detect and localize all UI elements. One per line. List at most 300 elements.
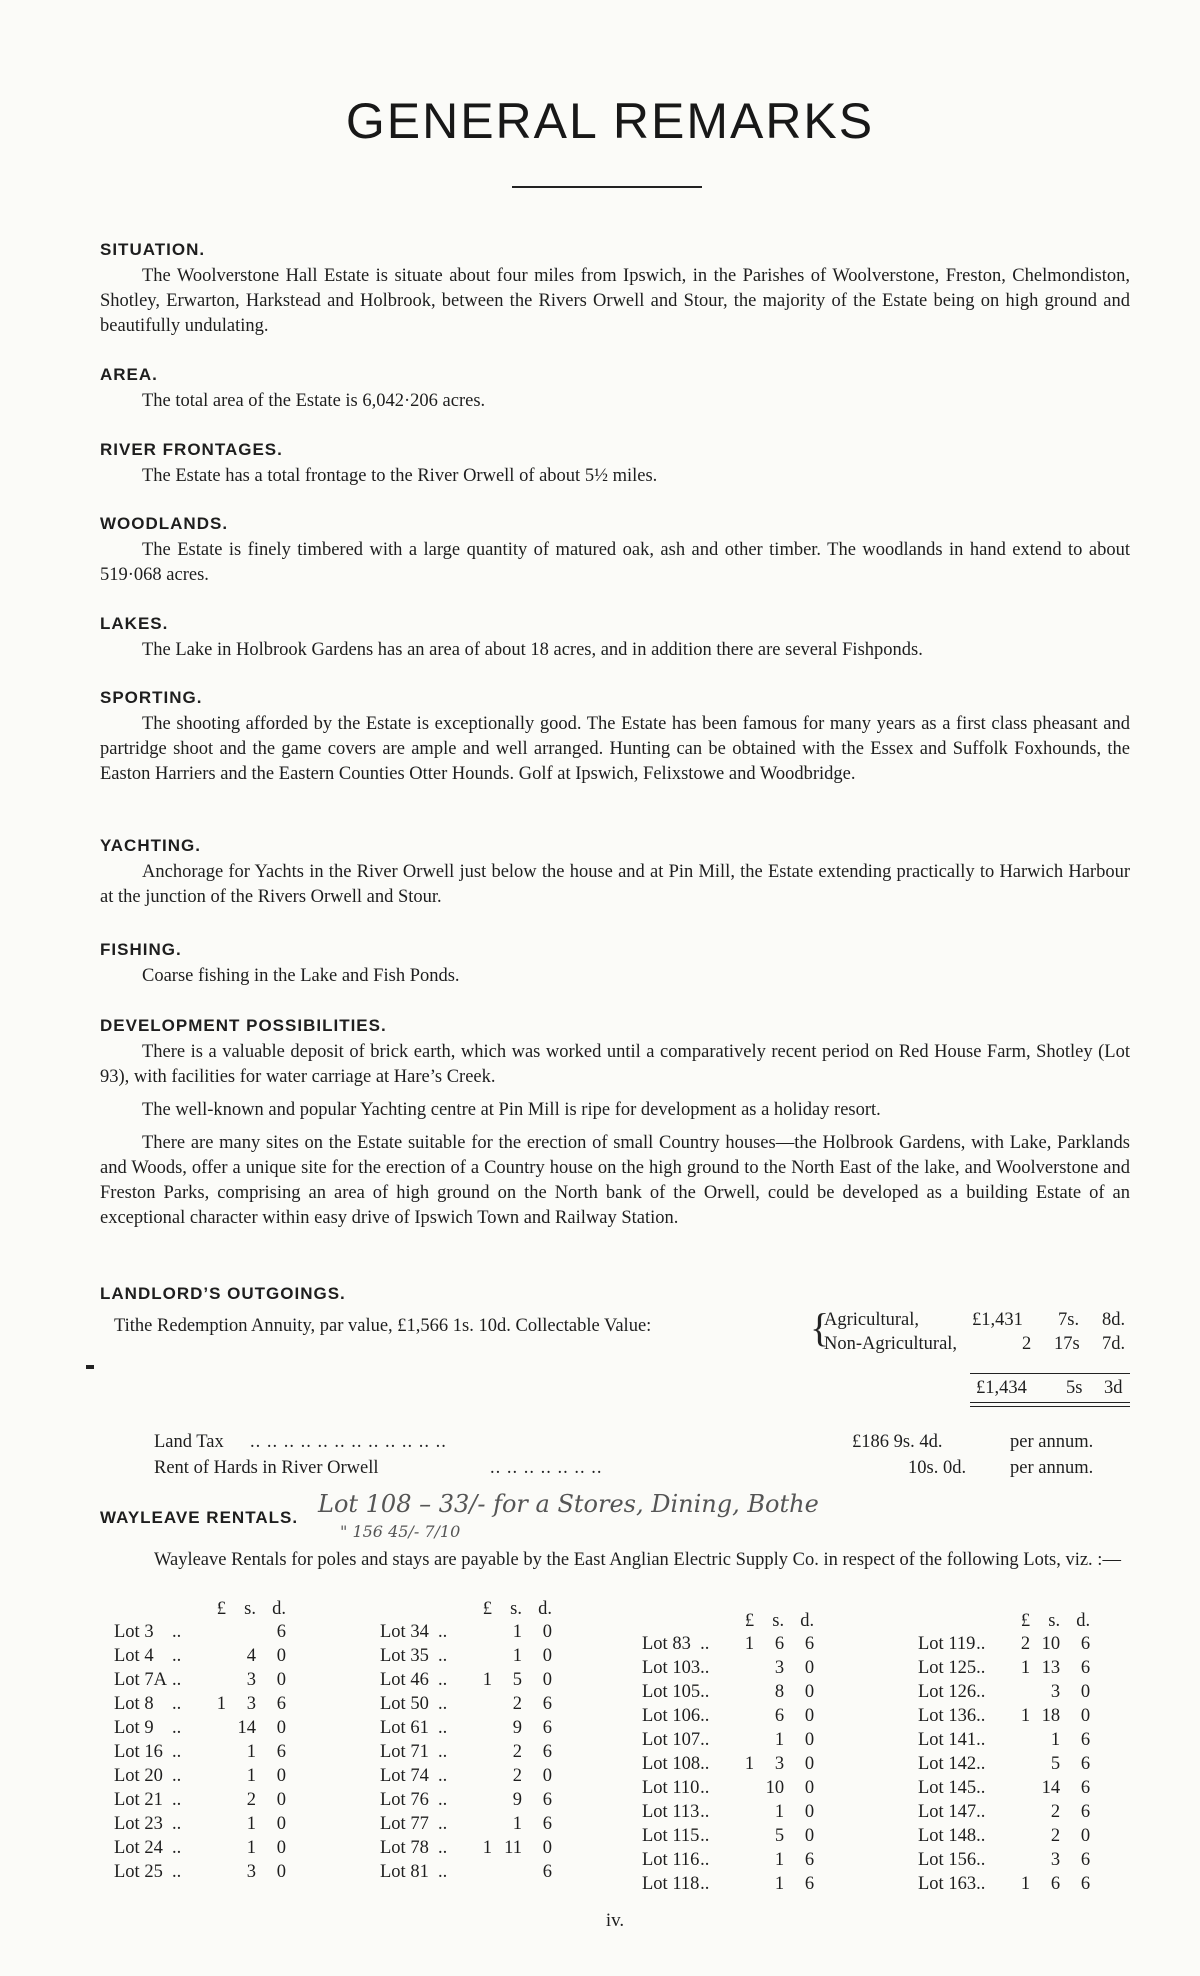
shillings-cell: 1 — [246, 1741, 256, 1762]
shillings-cell: 10 — [765, 1777, 785, 1798]
leader-dots: .. — [438, 1717, 448, 1738]
lot-cell: Lot 141 — [918, 1729, 977, 1750]
shillings-cell: 3 — [774, 1657, 785, 1678]
table-row — [918, 1752, 1090, 1776]
shillings-cell: 1 — [512, 1813, 522, 1834]
lot-cell: Lot 142 — [918, 1753, 977, 1774]
table-row — [642, 1848, 814, 1872]
shillings-cell: 1 — [512, 1645, 522, 1666]
shillings-cell: 4 — [246, 1645, 256, 1666]
table-row — [642, 1632, 814, 1656]
shillings-cell: 2 — [512, 1765, 522, 1786]
leader-dots: .. — [976, 1657, 986, 1678]
column-header: £ — [1020, 1610, 1031, 1631]
pence-cell: 6 — [1080, 1849, 1091, 1870]
pounds-cell — [202, 1620, 226, 1644]
hards-dots: .. .. .. .. .. .. .. — [490, 1458, 603, 1478]
section-yachting — [100, 836, 1130, 910]
section-fishing — [100, 940, 1130, 989]
lot-cell: Lot 20 — [114, 1765, 163, 1786]
section-heading: YACHTING. — [100, 836, 201, 855]
table-row — [114, 1740, 286, 1764]
leader-dots: .. — [172, 1669, 182, 1690]
total-double-rule — [970, 1402, 1130, 1403]
non-agricultural-label: Non-Agricultural, — [824, 1334, 958, 1354]
lot-cell: Lot 21 — [114, 1789, 163, 1810]
leader-dots: .. — [700, 1753, 710, 1774]
pence-cell: 0 — [804, 1681, 815, 1702]
table-header-row — [918, 1610, 1090, 1632]
pounds-cell — [202, 1740, 226, 1764]
section-paragraph: The Estate is finely timbered with a large quantity of matured oak, ash and other timber. The woodlands in hand extend to about 519·068 acres. — [100, 540, 1130, 585]
leader-dots: .. — [976, 1849, 986, 1870]
lot-cell: Lot 145 — [918, 1777, 977, 1798]
column-header: s. — [510, 1598, 522, 1619]
leader-dots: .. — [438, 1669, 448, 1690]
lot-cell: Lot 113 — [642, 1801, 700, 1822]
table-row — [114, 1836, 286, 1860]
lot-cell: Lot 83 — [642, 1633, 691, 1654]
section-paragraph: Wayleave Rentals for poles and stays are payable by the East Anglian Electric Supply Co. in respect of the following Lots, viz. :— — [154, 1550, 1121, 1570]
title-rule — [512, 186, 702, 188]
shillings-cell: 5 — [1050, 1753, 1061, 1774]
pounds-cell — [202, 1644, 226, 1668]
pence-cell: 0 — [276, 1717, 286, 1738]
leader-dots: .. — [438, 1837, 448, 1858]
lot-cell: Lot 3 — [114, 1621, 154, 1642]
leader-dots: .. — [976, 1777, 986, 1798]
pence-cell: 6 — [276, 1693, 286, 1714]
column-header — [918, 1610, 976, 1632]
lot-cell: Lot 16 — [114, 1741, 163, 1762]
table-row — [114, 1644, 286, 1668]
pence-cell: 6 — [276, 1621, 286, 1642]
pence-cell: 6 — [1080, 1729, 1091, 1750]
section-heading: LANDLORD’S OUTGOINGS. — [100, 1284, 346, 1303]
table-row — [114, 1860, 286, 1884]
section-heading: RIVER FRONTAGES. — [100, 440, 283, 459]
pence-cell: 6 — [804, 1849, 815, 1870]
leader-dots: .. — [172, 1717, 182, 1738]
lot-cell: Lot 163 — [918, 1873, 977, 1894]
pence-cell: 6 — [1080, 1777, 1091, 1798]
table-row — [918, 1800, 1090, 1824]
shillings-cell: 1 — [512, 1621, 522, 1642]
pounds-cell: 1 — [1020, 1705, 1031, 1726]
lot-cell: Lot 110 — [642, 1777, 700, 1798]
table-row — [380, 1620, 552, 1644]
table-row — [918, 1680, 1090, 1704]
leader-dots: .. — [700, 1705, 710, 1726]
section-heading: FISHING. — [100, 940, 182, 959]
column-header: d. — [538, 1598, 552, 1619]
pence-cell: 0 — [276, 1765, 286, 1786]
column-header: s. — [1048, 1610, 1061, 1631]
total-rule — [970, 1373, 1130, 1374]
section-heading: DEVELOPMENT POSSIBILITIES. — [100, 1016, 387, 1035]
shillings-cell: 14 — [1041, 1777, 1061, 1798]
pounds-cell — [468, 1644, 492, 1668]
table-row — [114, 1788, 286, 1812]
pence-cell: 0 — [276, 1837, 286, 1858]
table-row — [918, 1704, 1090, 1728]
lot-cell: Lot 126 — [918, 1681, 977, 1702]
leader-dots: .. — [172, 1621, 182, 1642]
section-landlord-outgoings — [100, 1284, 1130, 1308]
shillings-cell: 2 — [512, 1741, 522, 1762]
shillings-cell: 6 — [1050, 1873, 1061, 1894]
pounds-cell — [202, 1788, 226, 1812]
section-paragraph: There is a valuable deposit of brick earth, which was worked until a comparatively recent period on Red House Farm, Shotley (Lot 93), with facilities for water carriage at Hare’s Creek. — [100, 1042, 1130, 1087]
column-header — [976, 1610, 1006, 1632]
pounds-cell — [730, 1800, 754, 1824]
pence-cell: 6 — [542, 1693, 552, 1714]
column-header: d. — [1076, 1610, 1091, 1631]
pounds-cell — [202, 1716, 226, 1740]
pounds-cell — [730, 1872, 754, 1896]
section-heading: WOODLANDS. — [100, 514, 229, 533]
pence-cell: 0 — [542, 1621, 552, 1642]
column-header — [642, 1610, 700, 1632]
table-row — [380, 1812, 552, 1836]
lot-cell: Lot 107 — [642, 1729, 701, 1750]
pounds-cell: 1 — [482, 1669, 492, 1690]
pounds-cell: 2 — [1020, 1633, 1031, 1654]
leader-dots: .. — [438, 1861, 448, 1882]
lot-cell: Lot 81 — [380, 1861, 429, 1882]
leader-dots: .. — [438, 1813, 448, 1834]
leader-dots: .. — [976, 1825, 986, 1846]
lot-cell: Lot 24 — [114, 1837, 163, 1858]
table-row — [380, 1788, 552, 1812]
shillings-cell: 13 — [1041, 1657, 1061, 1678]
table-row — [918, 1848, 1090, 1872]
pence-cell: 0 — [542, 1837, 552, 1858]
pence-cell: 6 — [804, 1873, 815, 1894]
pence-cell: 6 — [542, 1813, 552, 1834]
column-header — [700, 1610, 730, 1632]
table-header-row — [114, 1598, 286, 1620]
table-row — [642, 1680, 814, 1704]
pence-cell: 0 — [542, 1645, 552, 1666]
lot-cell: Lot 71 — [380, 1741, 429, 1762]
lot-cell: Lot 119 — [918, 1633, 976, 1654]
non-agricultural-pence: 7d. — [1102, 1334, 1126, 1354]
lot-cell: Lot 105 — [642, 1681, 701, 1702]
lot-cell: Lot 50 — [380, 1693, 429, 1714]
pence-cell: 0 — [276, 1645, 286, 1666]
table-row — [380, 1644, 552, 1668]
lot-cell: Lot 115 — [642, 1825, 700, 1846]
brace: { — [810, 1305, 830, 1350]
pounds-cell: 1 — [744, 1633, 755, 1654]
shillings-cell: 1 — [1050, 1729, 1061, 1750]
section-paragraph: Anchorage for Yachts in the River Orwell just below the house and at Pin Mill, the Estate extending practically to Harwich Harbour at the junction of the Rivers Orwell and Stour. — [100, 862, 1130, 907]
pence-cell: 6 — [542, 1741, 552, 1762]
lot-cell: Lot 136 — [918, 1705, 977, 1726]
leader-dots: .. — [438, 1765, 448, 1786]
section-development — [100, 1016, 1130, 1231]
pounds-cell — [468, 1788, 492, 1812]
land-tax-value: £186 9s. 4d. — [852, 1432, 943, 1452]
leader-dots: .. — [438, 1789, 448, 1810]
leader-dots: .. — [172, 1741, 182, 1762]
shillings-cell: 8 — [774, 1681, 785, 1702]
pounds-cell — [468, 1860, 492, 1884]
pounds-cell — [468, 1812, 492, 1836]
column-header: d. — [800, 1610, 815, 1631]
lot-cell: Lot 25 — [114, 1861, 163, 1882]
pounds-cell — [1006, 1824, 1030, 1848]
section-situation — [100, 240, 1130, 339]
shillings-cell: 9 — [512, 1789, 522, 1810]
table-row — [380, 1668, 552, 1692]
lot-cell: Lot 23 — [114, 1813, 163, 1834]
pounds-cell — [468, 1764, 492, 1788]
shillings-cell: 18 — [1041, 1705, 1061, 1726]
column-header — [438, 1598, 468, 1620]
lot-cell: Lot 77 — [380, 1813, 429, 1834]
pence-cell: 6 — [542, 1789, 552, 1810]
total-double-rule — [970, 1406, 1130, 1407]
pounds-cell: 1 — [216, 1693, 226, 1714]
table-row — [642, 1824, 814, 1848]
pence-cell: 6 — [804, 1633, 815, 1654]
column-header — [380, 1598, 438, 1620]
table-row — [380, 1716, 552, 1740]
shillings-cell: 3 — [246, 1669, 256, 1690]
table-row — [380, 1860, 552, 1884]
pounds-cell — [1006, 1728, 1030, 1752]
table-row — [380, 1836, 552, 1860]
total-pence: 3d — [1104, 1378, 1123, 1398]
leader-dots: .. — [976, 1705, 986, 1726]
wayleave-table — [114, 1598, 286, 1884]
shillings-cell: 2 — [512, 1693, 522, 1714]
pounds-cell — [202, 1668, 226, 1692]
pence-cell: 0 — [276, 1813, 286, 1834]
shillings-cell: 6 — [774, 1633, 785, 1654]
table-row — [642, 1704, 814, 1728]
shillings-cell: 11 — [504, 1837, 522, 1858]
pence-cell: 6 — [1080, 1753, 1091, 1774]
pence-cell: 6 — [1080, 1633, 1091, 1654]
table-row — [918, 1728, 1090, 1752]
hards-label: Rent of Hards in River Orwell — [154, 1458, 379, 1478]
table-row — [114, 1812, 286, 1836]
leader-dots: .. — [700, 1873, 710, 1894]
table-row — [642, 1776, 814, 1800]
leader-dots: .. — [438, 1693, 448, 1714]
shillings-cell — [492, 1860, 522, 1884]
table-row — [918, 1632, 1090, 1656]
total-pounds: £1,434 — [976, 1378, 1027, 1398]
pounds-cell: 1 — [744, 1753, 755, 1774]
table-row — [642, 1800, 814, 1824]
table-row — [114, 1764, 286, 1788]
agricultural-shillings: 7s. — [1058, 1310, 1080, 1330]
column-header: d. — [272, 1598, 286, 1619]
hards-value: 10s. 0d. — [908, 1458, 967, 1478]
wayleave-intro — [116, 1548, 1130, 1573]
table-row — [918, 1824, 1090, 1848]
table-row — [380, 1692, 552, 1716]
leader-dots: .. — [172, 1645, 182, 1666]
table-row — [380, 1764, 552, 1788]
pence-cell: 0 — [804, 1729, 815, 1750]
section-sporting — [100, 688, 1130, 787]
shillings-cell: 5 — [512, 1669, 522, 1690]
table-row — [114, 1620, 286, 1644]
shillings-cell: 1 — [774, 1873, 785, 1894]
shillings-cell: 10 — [1041, 1633, 1061, 1654]
shillings-cell: 3 — [774, 1753, 785, 1774]
page-number: iv. — [605, 1910, 625, 1931]
pounds-cell — [1006, 1680, 1030, 1704]
section-paragraph: The well-known and popular Yachting centre at Pin Mill is ripe for development as a holiday resort. — [142, 1100, 881, 1120]
leader-dots: .. — [172, 1693, 182, 1714]
agricultural-pounds: £1,431 — [972, 1310, 1023, 1330]
pence-cell: 0 — [804, 1777, 815, 1798]
lot-cell: Lot 46 — [380, 1669, 429, 1690]
leader-dots: .. — [438, 1741, 448, 1762]
pounds-cell — [202, 1860, 226, 1884]
agricultural-label: Agricultural, — [824, 1310, 920, 1330]
pounds-cell — [1006, 1800, 1030, 1824]
shillings-cell: 9 — [512, 1717, 522, 1738]
table-row — [114, 1668, 286, 1692]
handwritten-note: Lot 108 – 33/- for a Stores, Dining, Bothe — [318, 1490, 819, 1518]
table-row — [918, 1776, 1090, 1800]
shillings-cell — [226, 1620, 256, 1644]
leader-dots: .. — [976, 1873, 986, 1894]
leader-dots: .. — [976, 1681, 986, 1702]
table-row — [642, 1728, 814, 1752]
shillings-cell: 3 — [246, 1693, 256, 1714]
shillings-cell: 2 — [1050, 1801, 1061, 1822]
pounds-cell — [468, 1716, 492, 1740]
shillings-cell: 1 — [246, 1837, 256, 1858]
pounds-cell: 1 — [482, 1837, 492, 1858]
leader-dots: .. — [976, 1633, 986, 1654]
handwritten-note: " 156 45/- 7/10 — [340, 1522, 461, 1541]
hards-per: per annum. — [1010, 1458, 1094, 1478]
leader-dots: .. — [438, 1645, 448, 1666]
section-heading: LAKES. — [100, 614, 169, 633]
lot-cell: Lot 78 — [380, 1837, 429, 1858]
wayleave-table — [918, 1610, 1090, 1896]
pounds-cell — [202, 1812, 226, 1836]
pence-cell: 6 — [276, 1741, 286, 1762]
column-header: £ — [216, 1598, 226, 1619]
column-header — [114, 1598, 172, 1620]
pounds-cell — [468, 1620, 492, 1644]
section-paragraph: The shooting afforded by the Estate is exceptionally good. The Estate has been famous for many years as a first class pheasant and partridge shoot and the game covers are ample and well arranged. Hunting can be obtained with the Essex and Suffolk Foxhounds, the Easton Harriers and the Eastern Counties Otter Hounds. Golf at Ipswich, Felixstowe and Woodbridge. — [100, 714, 1130, 784]
lot-cell: Lot 103 — [642, 1657, 701, 1678]
pounds-cell — [1006, 1776, 1030, 1800]
non-agricultural-pounds: 2 — [1022, 1334, 1032, 1354]
column-header: s. — [244, 1598, 256, 1619]
land-tax-per: per annum. — [1010, 1432, 1094, 1452]
shillings-cell: 14 — [237, 1717, 256, 1738]
shillings-cell: 1 — [774, 1729, 785, 1750]
pence-cell: 0 — [276, 1861, 286, 1882]
pence-cell: 6 — [542, 1861, 552, 1882]
pounds-cell — [1006, 1848, 1030, 1872]
leader-dots: .. — [172, 1789, 182, 1810]
pence-cell: 0 — [276, 1789, 286, 1810]
tithe-label: Tithe Redemption Annuity, par value, £1,566 1s. 10d. Collectable Value: — [114, 1316, 652, 1336]
shillings-cell: 1 — [246, 1813, 256, 1834]
section-paragraph: The Woolverstone Hall Estate is situate about four miles from Ipswich, in the Parishes of Woolverstone, Freston, Chelmondiston, Shotley, Erwarton, Harkstead and Holbrook, between the Rivers Orwell and Stour, the majority of the Estate being on high ground and beautifully undulating. — [100, 266, 1130, 336]
section-paragraph: Coarse fishing in the Lake and Fish Ponds. — [142, 966, 460, 986]
lot-cell: Lot 34 — [380, 1621, 429, 1642]
leader-dots: .. — [700, 1633, 710, 1654]
table-row — [642, 1656, 814, 1680]
section-paragraph: There are many sites on the Estate suitable for the erection of small Country houses—the Holbrook Gardens, with Lake, Parklands and Woods, offer a unique site for the erection of a Country house on the high ground to the North East of the lake, and Woolverstone and Freston Parks, comprising an area of high ground on the North bank of the Orwell, could be developed as a building Estate of an exceptional character within easy drive of Ipswich Town and Railway Station. — [100, 1133, 1130, 1228]
leader-dots: .. — [172, 1765, 182, 1786]
leader-dots: .. — [700, 1657, 710, 1678]
leader-dots: .. — [172, 1813, 182, 1834]
table-row — [642, 1872, 814, 1896]
table-row — [114, 1692, 286, 1716]
shillings-cell: 1 — [774, 1849, 785, 1870]
leader-dots: .. — [700, 1801, 710, 1822]
pence-cell: 6 — [1080, 1801, 1091, 1822]
pounds-cell — [202, 1836, 226, 1860]
section-area — [100, 365, 1130, 414]
lot-cell: Lot 118 — [642, 1873, 700, 1894]
total-shillings: 5s — [1066, 1378, 1083, 1398]
pounds-cell — [730, 1776, 754, 1800]
pence-cell: 0 — [804, 1705, 815, 1726]
shillings-cell: 1 — [774, 1801, 785, 1822]
column-header: s. — [772, 1610, 785, 1631]
section-lakes — [100, 614, 1130, 663]
leader-dots: .. — [700, 1849, 710, 1870]
leader-dots: .. — [700, 1729, 710, 1750]
leader-dots: .. — [172, 1861, 182, 1882]
pounds-cell — [730, 1728, 754, 1752]
table-header-row — [642, 1610, 814, 1632]
shillings-cell: 2 — [1050, 1825, 1061, 1846]
land-tax-dots: .. .. .. .. .. .. .. .. .. .. .. .. — [250, 1432, 447, 1452]
column-header: £ — [482, 1598, 492, 1619]
pounds-cell — [730, 1704, 754, 1728]
pence-cell: 0 — [804, 1753, 815, 1774]
non-agricultural-shillings: 17s — [1054, 1334, 1080, 1354]
table-row — [918, 1872, 1090, 1896]
section-woodlands — [100, 514, 1130, 588]
section-river-frontages — [100, 440, 1130, 489]
section-paragraph: The Estate has a total frontage to the River Orwell of about 5½ miles. — [142, 466, 658, 486]
section-heading: SITUATION. — [100, 240, 206, 259]
pence-cell: 0 — [542, 1765, 552, 1786]
lot-cell: Lot 74 — [380, 1765, 429, 1786]
shillings-cell: 3 — [1050, 1681, 1061, 1702]
table-row — [380, 1740, 552, 1764]
leader-dots: .. — [700, 1777, 710, 1798]
lot-cell: Lot 8 — [114, 1693, 154, 1714]
shillings-cell: 3 — [1050, 1849, 1061, 1870]
pence-cell: 6 — [1080, 1873, 1091, 1894]
leader-dots: .. — [172, 1837, 182, 1858]
column-header — [172, 1598, 202, 1620]
column-header: £ — [744, 1610, 755, 1631]
pence-cell: 0 — [1080, 1705, 1091, 1726]
pence-cell: 6 — [1080, 1657, 1091, 1678]
shillings-cell: 3 — [246, 1861, 256, 1882]
